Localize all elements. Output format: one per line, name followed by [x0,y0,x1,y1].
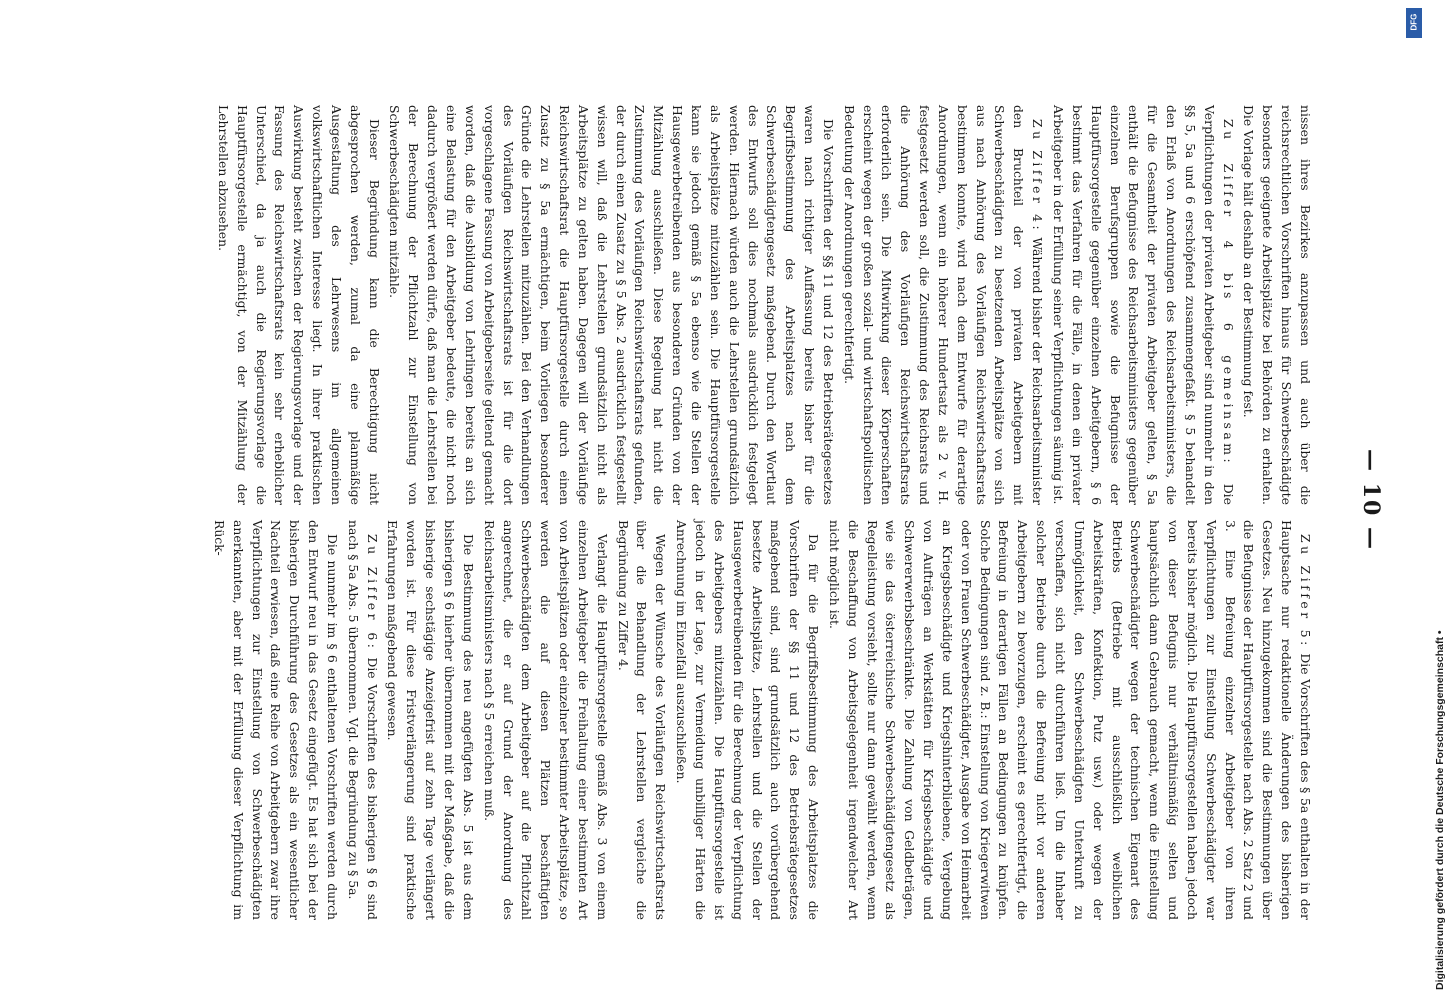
paragraph [343,520,381,920]
paragraph: Wegen der Wünsche des Vorläufigen Reichswirtschaftsrats über die Behandlung der Lehrstellen vergleiche die Begründung zu Ziffer 4. [615,520,669,920]
section-heading: Zu Ziffer 4: [1030,119,1046,234]
paragraph: nissen ihres Bezirkes anzupassen und auch über die reichsrechtlichen Vorschriften hinaus für Schwerbeschädigte besonders geeignete Arbeitsplätze bei Behörden zu erhalten. Die Vorlage hält deshalb an der Bestimmung fest. [1241,105,1313,505]
paragraph: Die Vorschriften der §§ 11 und 12 des Betriebsrätegesetzes waren nach richtiger Auffassung bereits bisher für die Begriffsbestimmung des Arbeitsplatzes nach dem Schwerbeschädigtengesetz maßgebend. Durch den Wortlaut des Entwurfs soll dies nochmals ausdrücklich festgelegt werden. Hiernach würden auch die Lehrstellen grundsätzlich als Arbeitsplätze mitzuzählen sein. Die Hauptfürsorgestelle kann sie jedoch gemäß § 5a ebenso wie die Stellen der Hausgewerbetreibenden aus besonderen Gründen von der Mitzählung ausschließen. Diese Regelung hat nicht die Zustimmung des Vorläufigen Reichswirtschaftsrats gefunden, der durch einen Zusatz zu § 5 Abs. 2 ausdrücklich festgestellt wissen will, daß die Lehrstellen grundsätzlich nicht als Arbeitsplätze zu gelten haben. Dagegen will der Vorläufige Reichswirtschaftsrat die Hauptfürsorgestelle durch einen Zusatz zu § 5a ermächtigen, beim Vorliegen besonderer Gründe die Lehrstellen mitzuzählen. Bei den Verhandlungen des Vorläufigen Reichswirtschaftsrats ist für die dort vorgeschlagene Fassung von Arbeitgeberseite geltend gemacht worden, daß die Ausbildung von Lehrlingen bereits an sich eine Belastung für den Arbeitgeber bedeute, die nicht noch dadurch vergrößert werden dürfe, daß man die Lehrstellen bei der Berechnung der Pflichtzahl zur Einstellung von Schwerbeschädigten mitzähle. [387,105,836,505]
page-number: — 10 — [1358,449,1384,551]
paragraph: Die nunmehr im § 6 enthaltenen Vorschriften werden durch den Entwurf neu in das Gesetz eingefügt. Es hat sich bei der bisherigen Durchführung des Gesetzes als ein wesentlicher Nachteil erwiesen, daß eine Reihe von Arbeitgebern zwar ihre Verpflichtungen zur Einstellung von Schwerbeschädigten anerkannten, aber mit der Erfüllung dieser Verpflichtung im Rück- [211,520,340,920]
paragraph: Dieser Begründung kann die Berechtigung nicht abgesprochen werden, zumal da eine planmäßige Ausgestaltung des Lehrwesens im allgemeinen volkswirtschaftlichen Interesse liegt. In ihrer praktischen Auswirkung besteht zwischen der Regierungsvorlage und der Fassung des Reichswirtschaftsrats kein sehr erheblicher Unterschied, da ja auch die Regierungsvorlage die Hauptfürsorgestelle ermächtigt, von der Mitzählung der Lehrstellen abzusehen. [215,105,382,505]
paragraph [824,520,1314,920]
left-column [134,105,1314,505]
paragraph: Die Bestimmung des neu angefügten Abs. 5 ist aus dem bisherigen § 6 hierher übernommen mit der Maßgabe, daß die bisherige sechstägige Anzeigefrist auf zehn Tage verlängert worden ist. Für diese Fristverlängerung sind praktische Erfahrungen maßgebend gewesen. [385,520,476,920]
dfg-logo-text: DFG [1409,13,1419,31]
paragraph [1048,105,1236,505]
paragraph-body: Die Vorschriften des bisherigen § 6 sind nach § 5a Abs. 5 übernommen. Vgl. die Begründung zu § 5a. [345,520,380,920]
section-heading: Zu Ziffer 5: [1298,534,1313,649]
right-column [134,520,1314,920]
paragraph [839,105,1046,505]
credit-strip [1404,10,1446,990]
paragraph: Da für die Begriffsbestimmung des Arbeitsplatzes die Vorschriften der §§ 11 und 12 des Betriebsrätegesetzes maßgebend sind, sind grundsätzlich auch vorübergehend besetzte Arbeitsplätze, Lehrstellen und die Stellen der Hausgewerbetreibenden für die Berechnung der Verpflichtung des Arbeitgebers mitzuzählen. Die Hauptfürsorgestelle ist jedoch in der Lage, zur Vermeidung unbilliger Härten die Anrechnung im Einzelfall auszuschließen. [674,520,822,920]
paragraph-body: Die Vorschriften des § 5a enthalten in der Hauptsache nur redaktionelle Änderungen des bisherigen Gesetzes. Neu hinzugekommen sind die Bestimmungen über die Befugnisse der Hauptfürsorgestelle nach Abs. 2 Satz 2 und 3. Eine Befreiung einzelner Arbeitgeber von ihren Verpflichtungen zur Einstellung Schwerbeschädigter war bereits bisher möglich. Die Hauptfürsorgestellen haben jedoch von dieser Befugnis nur verhältnismäßig selten und hauptsächlich dann Gebrauch gemacht, wenn die Einstellung Schwerbeschädigter wegen der technischen Eigenart des Betriebs (Betriebe mit ausschließlich weiblichen Arbeitskräften, Konfektion, Putz usw.) oder wegen der Unmöglichkeit, den Schwerbeschädigten Unterkunft zu verschaffen, sich nicht durchführen ließ. Um die Inhaber solcher Betriebe durch die Befreiung nicht vor anderen Arbeitgebern zu bevorzugen, erscheint es gerechtfertigt, die Befreiung in derartigen Fällen an Bedingungen zu knüpfen. Solche Bedingungen sind z. B.: Einstellung von Kriegerwitwen oder von Frauen Schwerbeschädigter, Ausgabe von Heimarbeit an Kriegsbeschädigte und Kriegshinterbliebene, Vergebung von Aufträgen an Werkstätten für Kriegsbeschädigte und Schwererwerbsbeschränkte. Die Zahlung von Geldbeträgen, wie sie das österreichische Schwerbeschädigtengesetz als Regelleistung vorsieht, sollte nur dann gewählt werden, wenn die Beschaffung von Arbeitsgelegenheit irgendwelcher Art nicht möglich ist. [826,520,1313,920]
paragraph-body: Die Verpflichtungen der privaten Arbeitgeber sind nunmehr in den §§ 5, 5a und 6 erschöpfend zusammengefaßt. § 5 behandelt den Erlaß von Anordnungen des Reichsarbeitsministers, die für die Gesamtheit der privaten Arbeitgeber gelten, § 5a enthält die Befugnisse des Reichsarbeitsministers gegenüber einzelnen Berufsgruppen sowie die Befugnisse der Hauptfürsorgestelle gegenüber einzelnen Arbeitgebern, § 6 bestimmt das Verfahren für die Fälle, in denen ein privater Arbeitgeber in der Erfüllung seiner Verpflichtungen säumig ist. [1051,105,1236,505]
paragraph: Verlangt die Hauptfürsorgestelle gemäß Abs. 3 von einem einzelnen Arbeitgeber die Freihaltung einer bestimmten Art von Arbeitsplätzen oder einzelner bestimmter Arbeitsplätze, so werden die auf diesen Plätzen beschäftigten Schwerbeschädigten dem Arbeitgeber auf die Pflichtzahl angerechnet, die er auf Grund der Anordnung des Reichsarbeitsministers nach § 5 erreichen muß. [481,520,610,920]
paragraph-body: Während bisher der Reichsarbeitsminister den Bruchteil der von privaten Arbeitgebern mit Schwerbeschädigten zu besetzenden Arbeitsplätze von sich aus nach Anhörung des Vorläufigen Reichswirtschaftsrats bestimmen konnte, wird nach dem Entwurfe für derartige Anordnungen, wenn ein höherer Hundertsatz als 2 v. H. festgesetzt werden soll, die Zustimmung des Reichsrats und die Anhörung des Vorläufigen Reichswirtschaftsrats erforderlich sein. Die Mitwirkung dieser Körperschaften erscheint wegen der großen sozial- und wirtschaftspolitischen Bedeutung der Anordnungen gerechtfertigt. [841,105,1046,505]
credit-line: Digitalisierung gefördert durch die Deutsche Forschungsgemeinschaft • [1434,630,1446,990]
section-heading: Zu Ziffer 4 bis 6 gemeinsam: [1220,119,1236,467]
section-heading: Zu Ziffer 6: [364,534,380,652]
